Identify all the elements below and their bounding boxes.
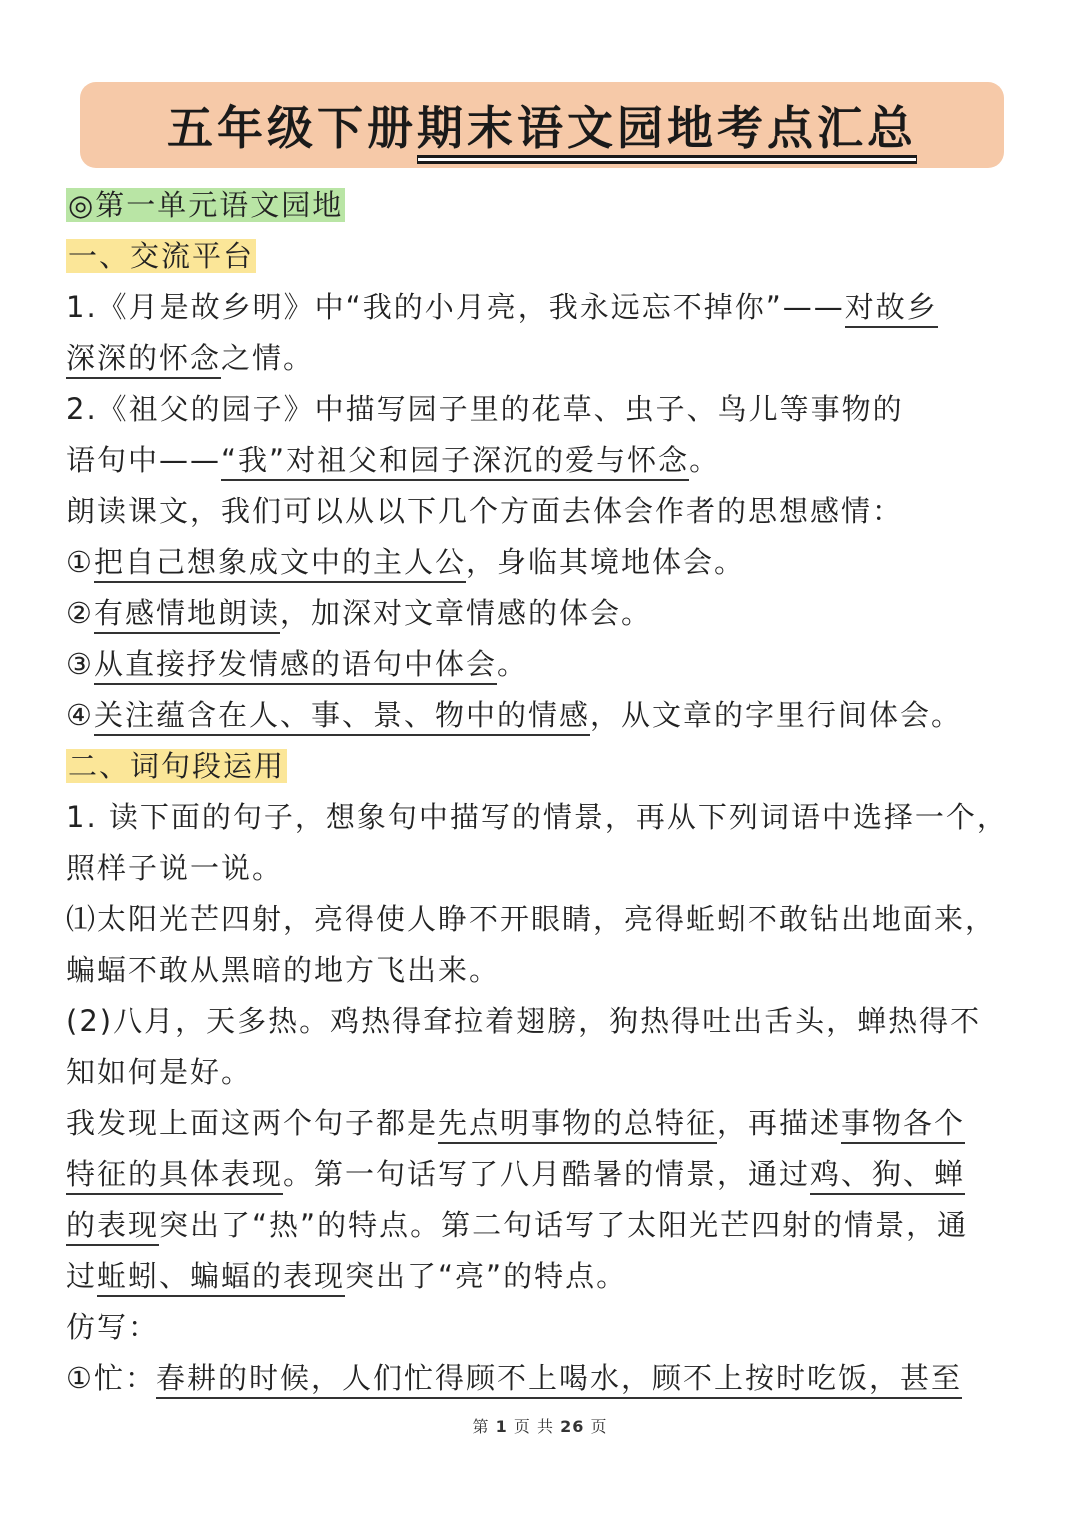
text: ，加深对文章情感的体会。 [280, 596, 653, 630]
unit-heading-line [66, 180, 1026, 231]
underlined-text: 对故乡 [845, 290, 938, 328]
text: 过 [66, 1259, 98, 1293]
paragraph-line [66, 792, 1026, 843]
list-item [66, 639, 1026, 690]
text: (2)八月，天多热。鸡热得耷拉着翅膀，狗热得吐出舌头，蝉热得不 [66, 1004, 982, 1038]
text: 知如何是好。 [66, 1055, 253, 1089]
title-underlined: 期末语文园地考点汇总 [417, 101, 917, 158]
page-title [167, 92, 917, 158]
paragraph-line [66, 945, 1026, 996]
text: 朗读课文，我们可以从以下几个方面去体会作者的思想感情： [66, 494, 904, 528]
paragraph-line [66, 1251, 1026, 1302]
total-pages: 26 [560, 1417, 585, 1436]
paragraph-line [66, 1353, 1026, 1404]
underlined-text: 鸡、狗、蝉 [810, 1157, 965, 1195]
page-footer [0, 1414, 1080, 1437]
paragraph-line [66, 282, 1026, 333]
paragraph-line [66, 384, 1026, 435]
list-item [66, 690, 1026, 741]
section2-heading: 二、词句段运用 [68, 749, 286, 783]
text: 照样子说一说。 [66, 851, 284, 885]
text: 突出了“热”的特点。第二句话写了太阳光芒四射的情景，通 [159, 1208, 969, 1242]
underlined-text: 从直接抒发情感的语句中体会 [94, 647, 497, 685]
list-number: ④ [66, 698, 94, 732]
underlined-text: 深深的怀念 [66, 341, 221, 379]
list-number: ① [66, 545, 94, 579]
paragraph-line [66, 435, 1026, 486]
document-body [66, 180, 1026, 1404]
text: 突出了“亮”的特点。 [345, 1259, 628, 1293]
page-number: 1 [495, 1417, 508, 1436]
paragraph-line [66, 1098, 1026, 1149]
text: ，身临其境地体会。 [466, 545, 746, 579]
text: ①忙： [66, 1361, 156, 1395]
footer-mid: 页 共 [513, 1417, 554, 1436]
text: 。第一句话写了八月酷暑的情景，通过 [283, 1157, 811, 1191]
paragraph-line [66, 1149, 1026, 1200]
paragraph-line [66, 1200, 1026, 1251]
paragraph-line [66, 486, 1026, 537]
paragraph-line [66, 1047, 1026, 1098]
text: 仿写： [66, 1310, 160, 1344]
underlined-text: 有感情地朗读 [94, 596, 280, 634]
paragraph-line [66, 843, 1026, 894]
list-item [66, 588, 1026, 639]
list-number: ② [66, 596, 94, 630]
section2-heading-line [66, 741, 1026, 792]
section1-heading-line [66, 231, 1026, 282]
underlined-text: 春耕的时候，人们忙得顾不上喝水，顾不上按时吃饭，甚至 [156, 1361, 962, 1399]
underlined-text: 蚯蚓、蝙蝠的表现 [97, 1259, 345, 1297]
text: ⑴太阳光芒四射，亮得使人睁不开眼睛，亮得蚯蚓不敢钻出地面来， [66, 902, 997, 936]
list-number: ③ [66, 647, 94, 681]
title-banner [80, 82, 1004, 168]
text: 我发现上面这两个句子都是 [66, 1106, 439, 1140]
underlined-text: 特征的具体表现 [66, 1157, 283, 1195]
text: 蝙蝠不敢从黑暗的地方飞出来。 [66, 953, 501, 987]
footer-prefix: 第 [472, 1417, 490, 1436]
text: ，从文章的字里行间体会。 [590, 698, 963, 732]
paragraph-line [66, 333, 1026, 384]
text: 语句中—— [66, 443, 222, 477]
underlined-text: 关注蕴含在人、事、景、物中的情感 [94, 698, 590, 736]
text: 。 [497, 647, 529, 681]
text: 。 [689, 443, 721, 477]
underlined-text: “我”对祖父和园子深沉的爱与怀念 [221, 443, 689, 481]
text: 1.《月是故乡明》中“我的小月亮，我永远忘不掉你”—— [66, 290, 845, 324]
underlined-text: 先点明事物的总特征 [438, 1106, 717, 1144]
paragraph-line [66, 996, 1026, 1047]
title-plain: 五年级下册 [167, 101, 417, 155]
text: 1. 读下面的句子，想象句中描写的情景，再从下列词语中选择一个， [66, 800, 1008, 834]
underlined-text: 事物各个 [841, 1106, 965, 1144]
text: 之情。 [221, 341, 315, 375]
text: 2.《祖父的园子》中描写园子里的花草、虫子、鸟儿等事物的 [66, 392, 904, 426]
text: ，再描述 [717, 1106, 842, 1140]
underlined-text: 的表现 [66, 1208, 159, 1246]
footer-suffix: 页 [590, 1417, 608, 1436]
list-item [66, 537, 1026, 588]
paragraph-line [66, 1302, 1026, 1353]
paragraph-line [66, 894, 1026, 945]
underlined-text: 把自己想象成文中的主人公 [94, 545, 466, 583]
unit-heading: ◎第一单元语文园地 [68, 188, 344, 222]
section1-heading: 一、交流平台 [68, 239, 255, 273]
